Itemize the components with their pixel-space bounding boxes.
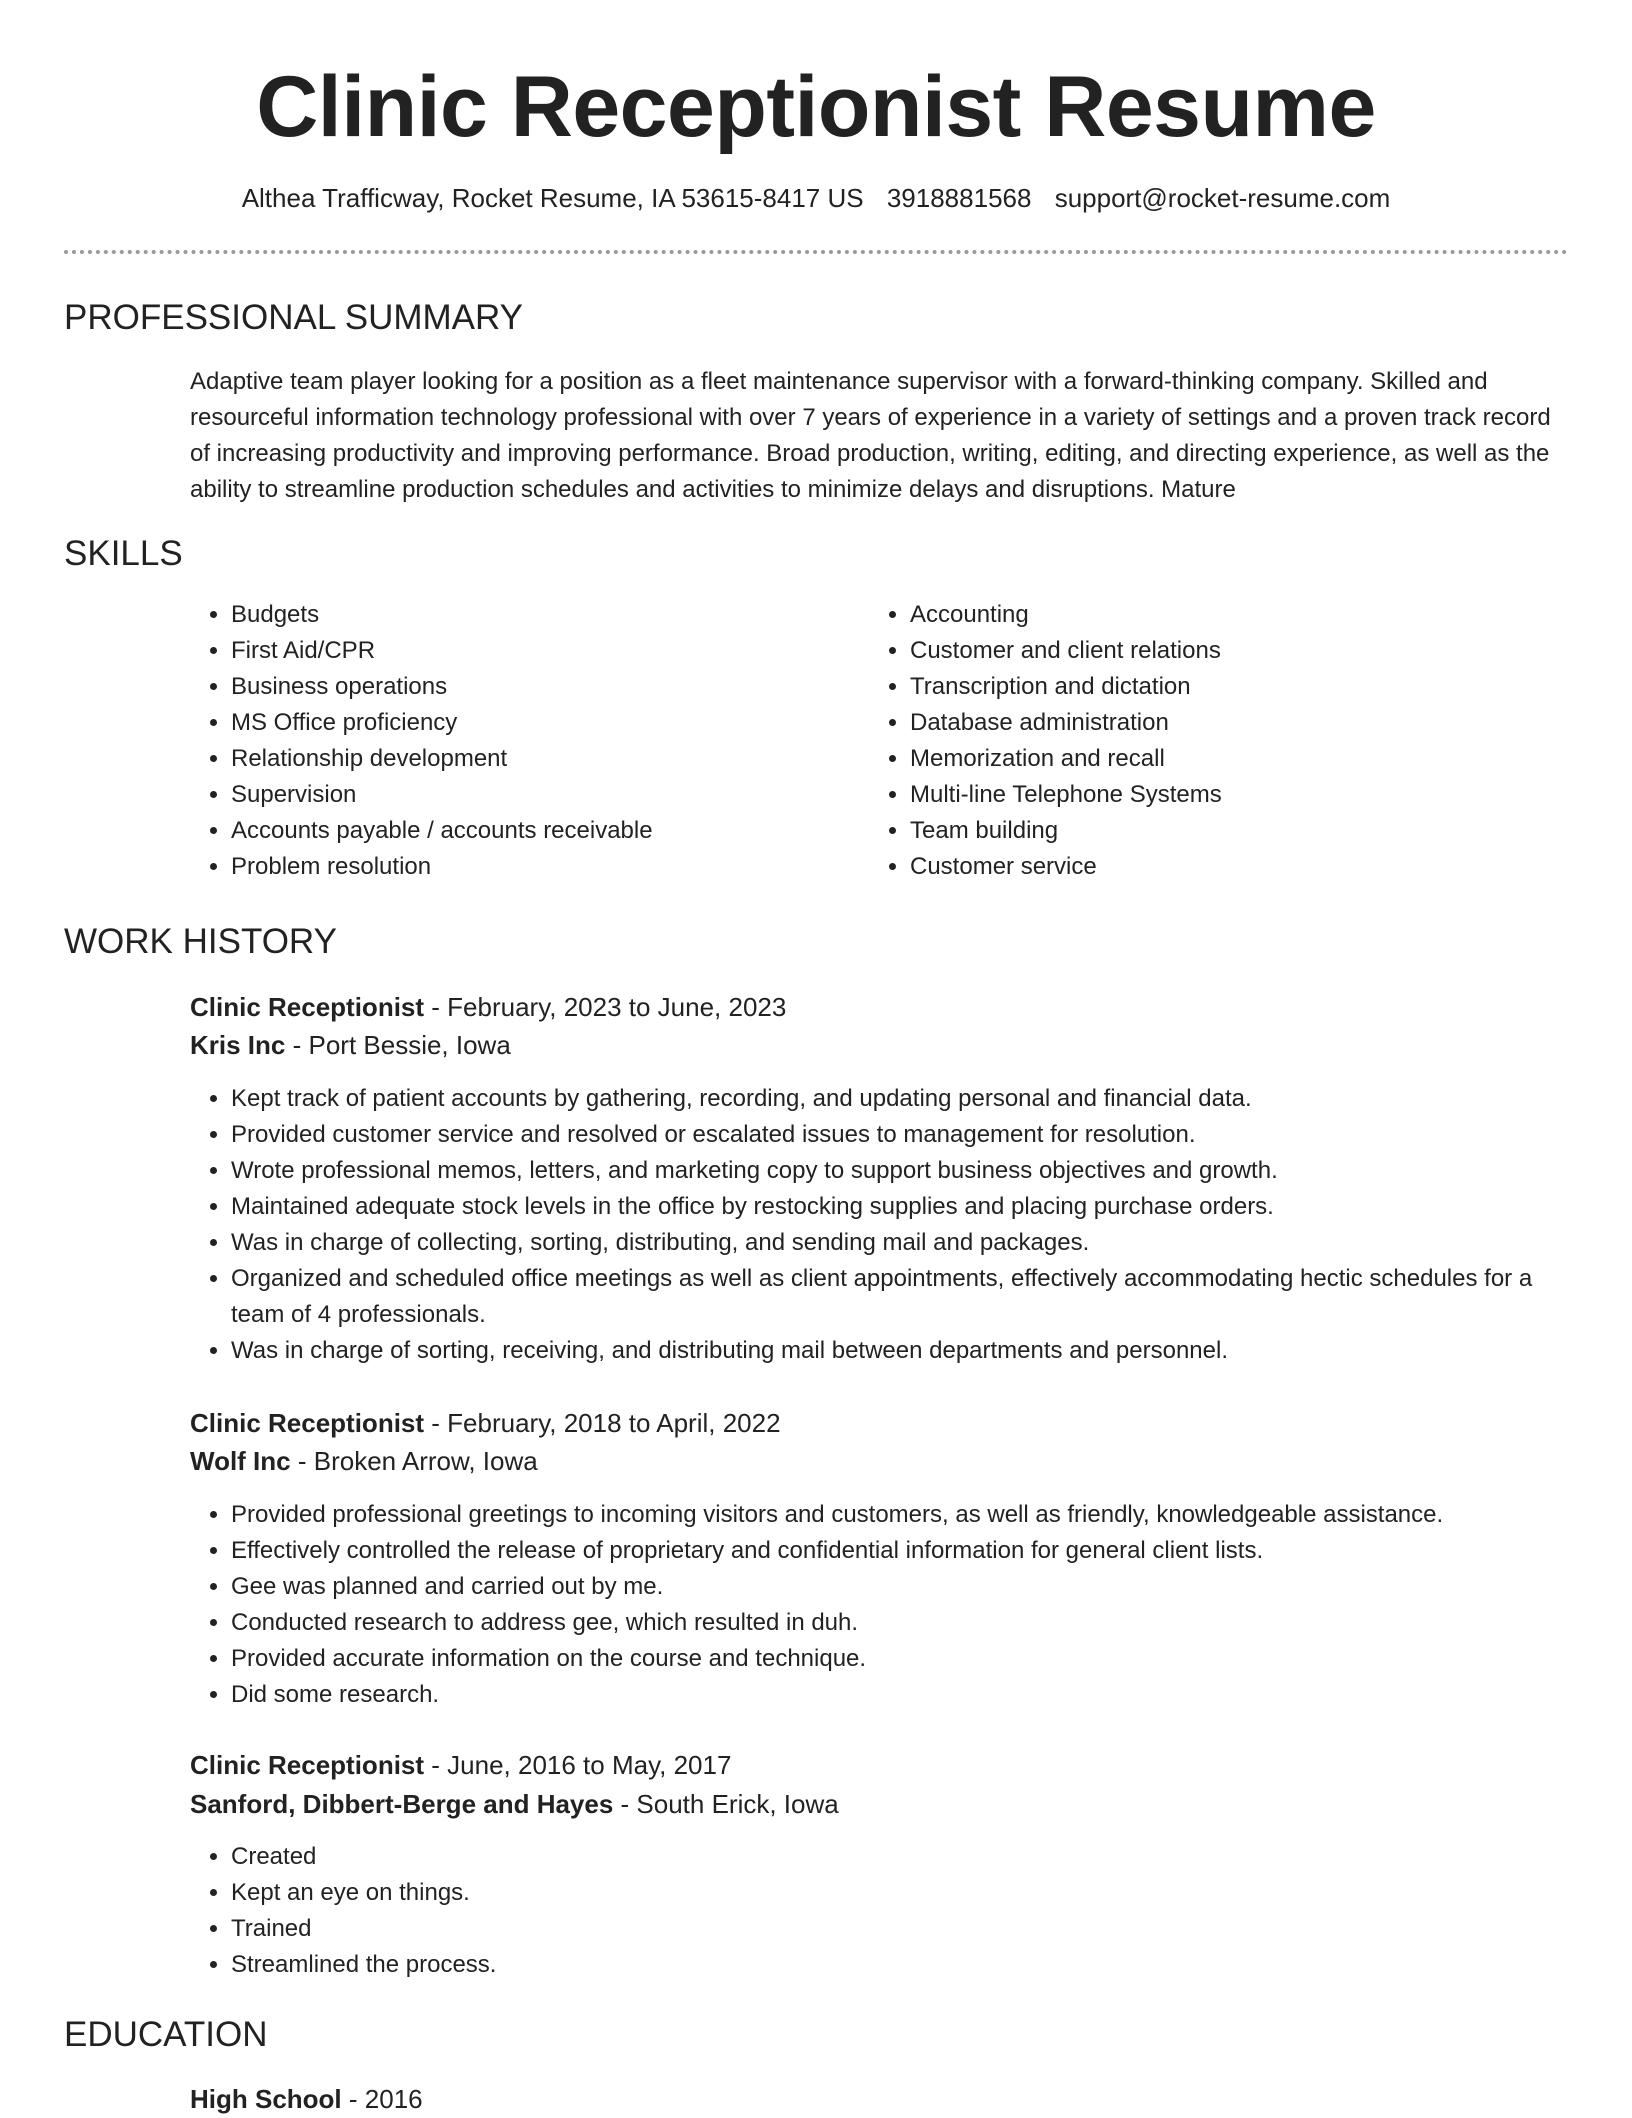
summary-heading: PROFESSIONAL SUMMARY — [64, 298, 523, 337]
contact-address: Althea Trafficway, Rocket Resume, IA 53615-8417 US — [241, 183, 864, 213]
skill-item: • Supervision — [231, 777, 851, 813]
contact-line — [0, 180, 1632, 216]
job-location: - South Erick, Iowa — [613, 1789, 839, 1819]
job-company: Kris Inc — [190, 1030, 286, 1060]
skill-item: • Database administration — [910, 705, 1590, 741]
job-title-line — [190, 1746, 731, 1784]
job-company-line — [190, 1442, 538, 1480]
job-dates: - February, 2018 to April, 2022 — [424, 1408, 781, 1438]
duty-item: • Streamlined the process. — [231, 1947, 1581, 1983]
skill-item: • First Aid/CPR — [231, 633, 851, 669]
skill-item: • Budgets — [231, 597, 851, 633]
job-dates: - June, 2016 to May, 2017 — [424, 1750, 732, 1780]
contact-email[interactable]: support@rocket-resume.com — [1054, 183, 1391, 213]
skill-item: • Customer and client relations — [910, 633, 1590, 669]
skill-item: • Customer service — [910, 849, 1590, 885]
job-dates: - February, 2023 to June, 2023 — [424, 992, 787, 1022]
work-heading: WORK HISTORY — [64, 922, 337, 961]
duty-item: • Gee was planned and carried out by me. — [231, 1569, 1601, 1605]
skill-item: • Accounts payable / accounts receivable — [231, 813, 851, 849]
duty-item: • Maintained adequate stock levels in the office by restocking supplies and placing purchase orders. — [231, 1189, 1581, 1225]
duty-item: • Provided customer service and resolved or escalated issues to management for resolution. — [231, 1117, 1581, 1153]
duty-item: • Created — [231, 1839, 1581, 1875]
job-title-line — [190, 1404, 781, 1442]
job-location: - Broken Arrow, Iowa — [290, 1446, 538, 1476]
job-duties — [187, 1839, 1581, 1983]
summary-text: Adaptive team player looking for a position as a fleet maintenance supervisor with a forward-thinking company. Skilled and resourceful information technology professional with over 7 years of experience in a variety of settings and a proven track record of increasing productivity and improving performance. Broad production, writing, editing, and directing experience, as well as the ability to streamline production schedules and activities to minimize delays and disruptions. Mature — [190, 368, 1551, 503]
duty-item: • Did some research. — [231, 1677, 1601, 1713]
duty-item: • Kept track of patient accounts by gathering, recording, and updating personal and financial data. — [231, 1081, 1581, 1117]
duty-item: • Trained — [231, 1911, 1581, 1947]
skills-list-right — [866, 597, 1590, 885]
education-heading: EDUCATION — [64, 2015, 268, 2054]
duty-item: • Conducted research to address gee, which resulted in duh. — [231, 1605, 1601, 1641]
header-divider — [64, 250, 1568, 254]
duty-item: • Kept an eye on things. — [231, 1875, 1581, 1911]
education-entry — [190, 2080, 423, 2118]
skills-list-left — [187, 597, 851, 885]
job-title-line — [190, 988, 786, 1026]
job-title: Clinic Receptionist — [190, 1408, 425, 1438]
skill-item: • Transcription and dictation — [910, 669, 1590, 705]
education-degree: High School — [190, 2084, 342, 2114]
duty-item: • Provided professional greetings to incoming visitors and customers, as well as friendly, knowledgeable assistance. — [231, 1497, 1601, 1533]
job-duties — [187, 1081, 1581, 1369]
skill-item: • Problem resolution — [231, 849, 851, 885]
duty-item: • Provided accurate information on the course and technique. — [231, 1641, 1601, 1677]
contact-phone: 3918881568 — [886, 183, 1032, 213]
skill-item: • Memorization and recall — [910, 741, 1590, 777]
job-company: Wolf Inc — [190, 1446, 291, 1476]
duty-item: • Was in charge of collecting, sorting, distributing, and sending mail and packages. — [231, 1225, 1581, 1261]
job-company: Sanford, Dibbert-Berge and Hayes — [190, 1789, 614, 1819]
skill-item: • MS Office proficiency — [231, 705, 851, 741]
job-duties — [187, 1497, 1601, 1713]
duty-item: • Was in charge of sorting, receiving, and distributing mail between departments and personnel. — [231, 1333, 1581, 1369]
skill-item: • Multi-line Telephone Systems — [910, 777, 1590, 813]
education-year: - 2016 — [341, 2084, 423, 2114]
job-title: Clinic Receptionist — [190, 1750, 425, 1780]
job-company-line — [190, 1026, 511, 1064]
job-location: - Port Bessie, Iowa — [285, 1030, 511, 1060]
skills-heading: SKILLS — [64, 534, 183, 573]
skill-item: • Business operations — [231, 669, 851, 705]
duty-item: • Organized and scheduled office meetings as well as client appointments, effectively accommodating hectic schedules for a team of 4 professionals. — [231, 1261, 1581, 1333]
job-title: Clinic Receptionist — [190, 992, 425, 1022]
skill-item: • Relationship development — [231, 741, 851, 777]
job-company-line — [190, 1785, 839, 1823]
duty-item: • Effectively controlled the release of proprietary and confidential information for general client lists. — [231, 1533, 1601, 1569]
skill-item: • Team building — [910, 813, 1590, 849]
duty-item: • Wrote professional memos, letters, and marketing copy to support business objectives and growth. — [231, 1153, 1581, 1189]
skill-item: • Accounting — [910, 597, 1590, 633]
resume-title: Clinic Receptionist Resume — [256, 59, 1376, 155]
